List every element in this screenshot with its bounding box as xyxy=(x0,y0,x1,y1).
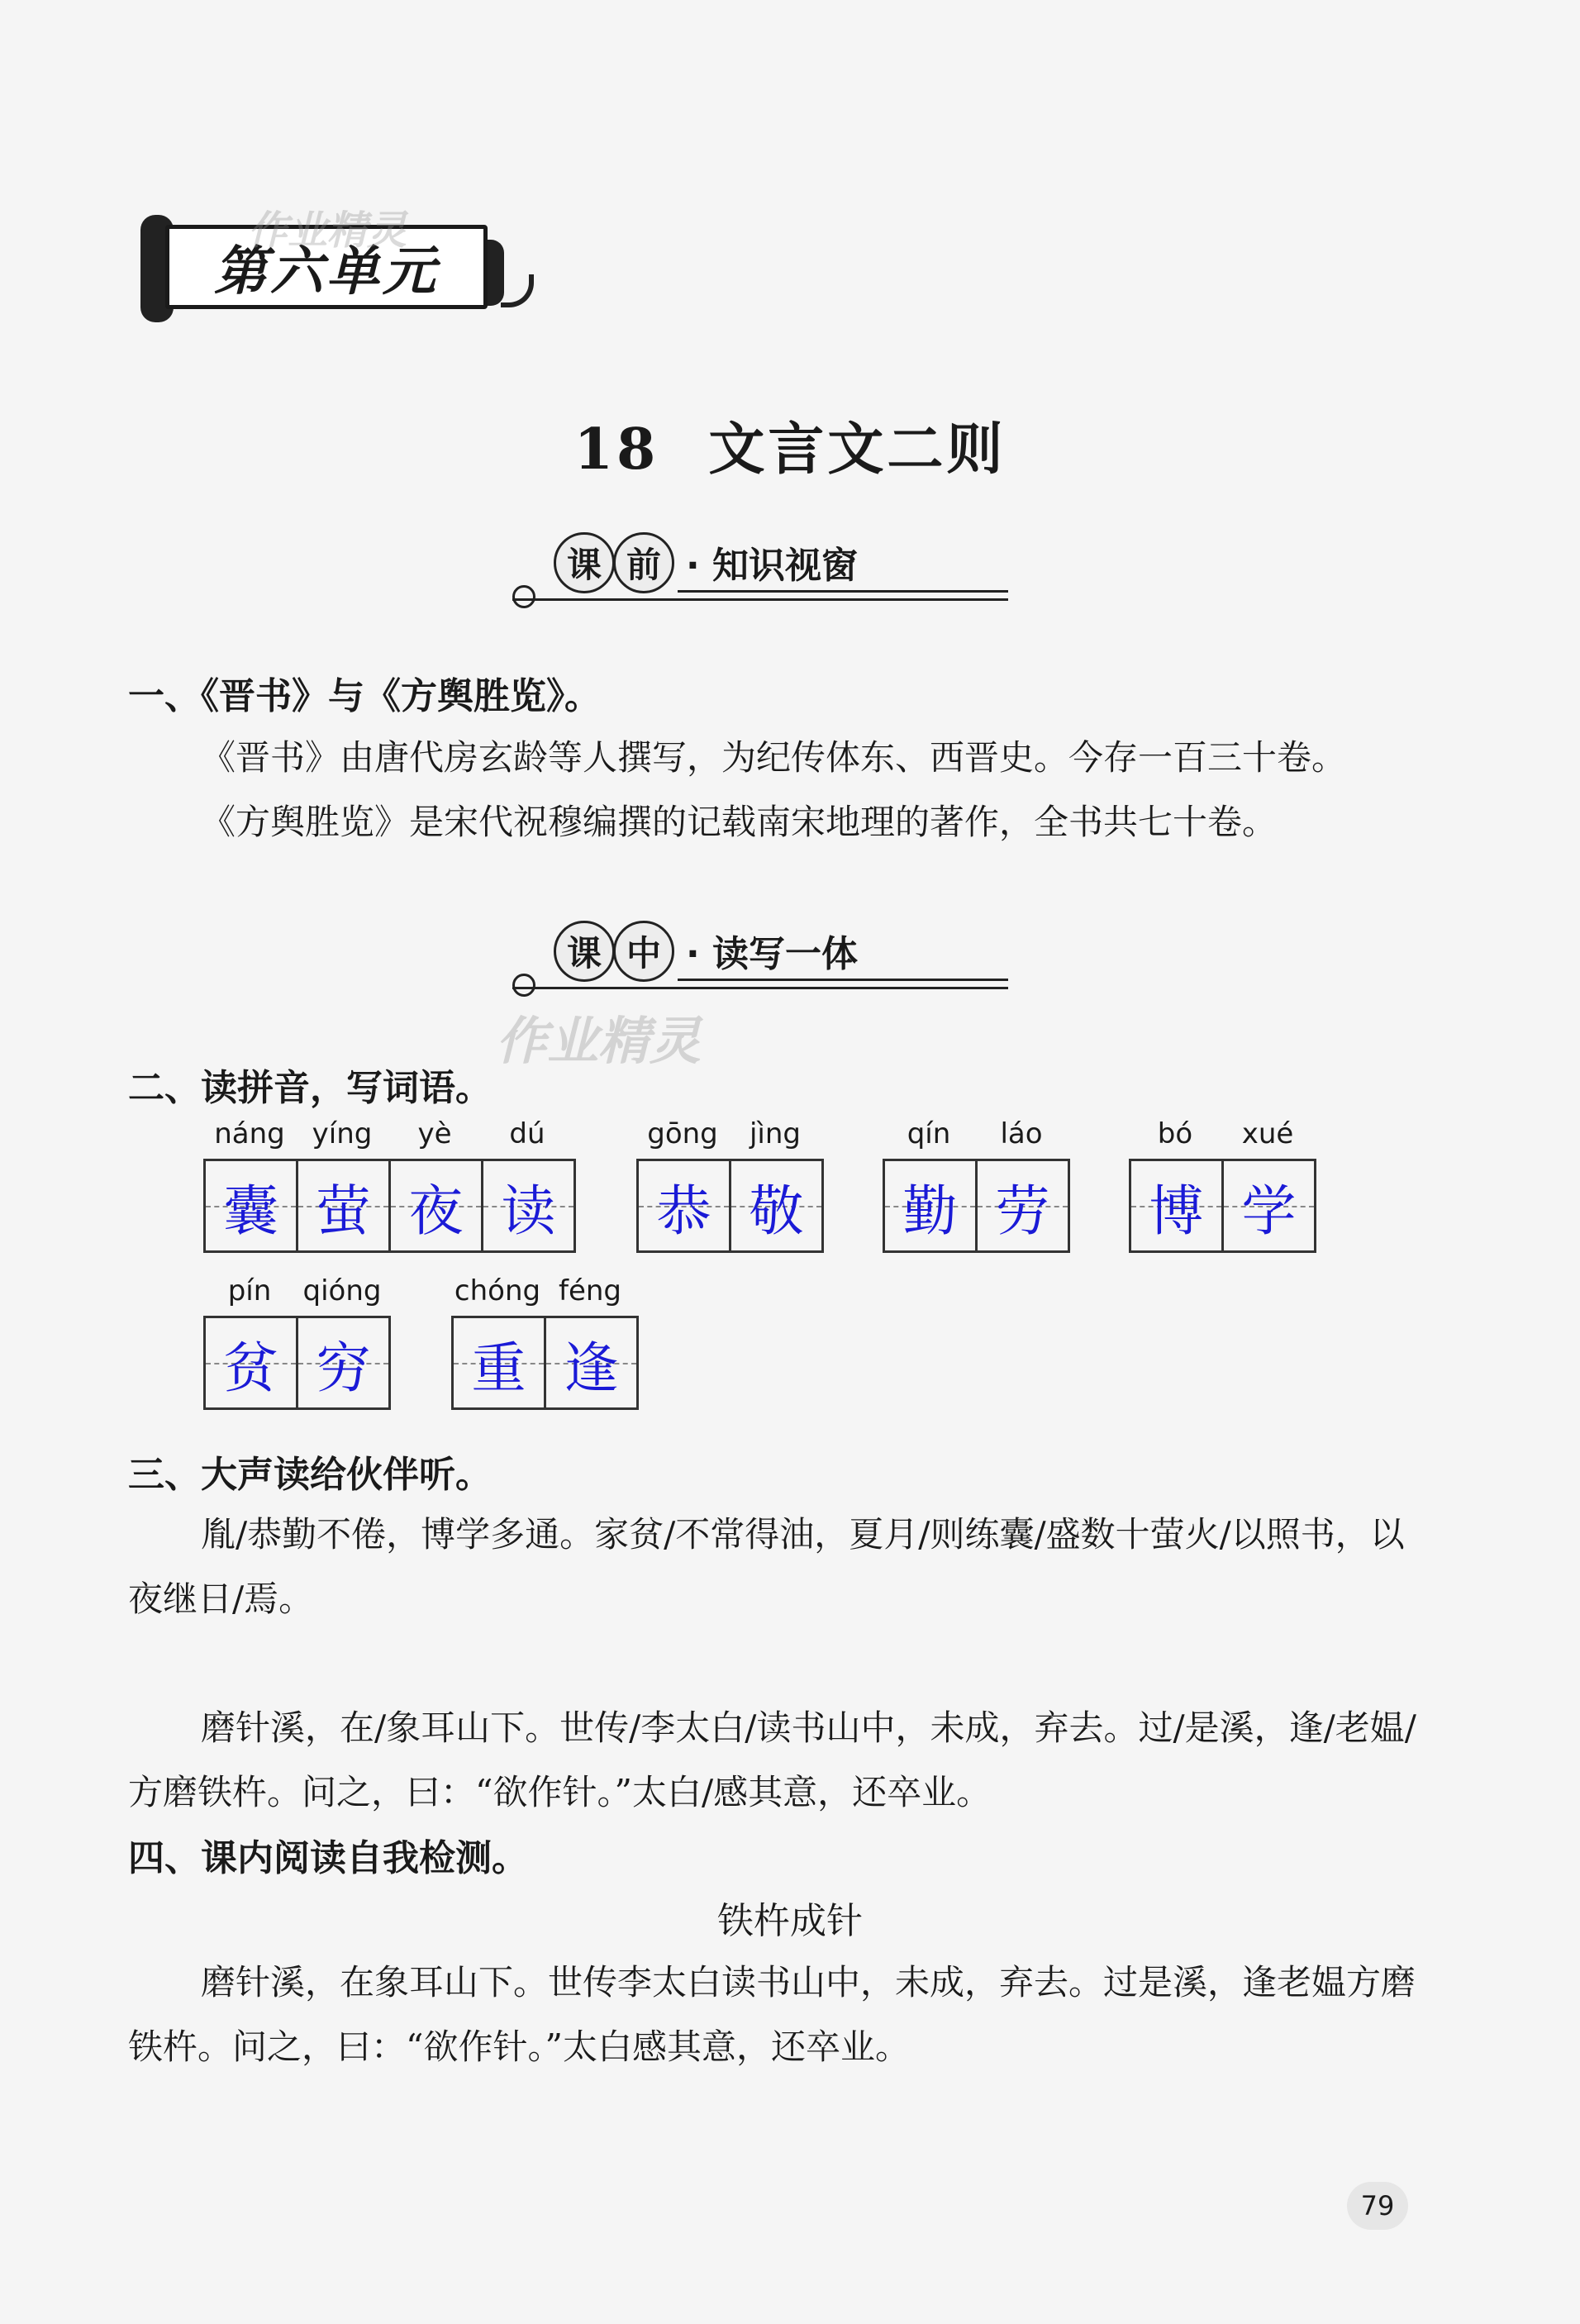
answer-char: 博 xyxy=(1149,1179,1204,1243)
word-group-6 xyxy=(451,1274,639,1410)
watermark-top: 作业精灵 xyxy=(248,207,407,254)
answer-char: 萤 xyxy=(316,1179,371,1243)
section-banner-mid xyxy=(512,917,1008,992)
q3-paragraph-2: 磨针溪，在/象耳山下。世传/李太白/读书山中，未成，弃去。过/是溪，逢/老媪/方磨铁杵。问之，曰：“欲作针。”太白/感其意，还卒业。 xyxy=(128,1707,1416,1812)
banner-line xyxy=(678,590,1008,593)
answer-box[interactable] xyxy=(731,1161,821,1250)
watermark-mid: 作业精灵 xyxy=(496,1011,702,1071)
banner-bubble: 课 xyxy=(554,921,615,982)
answer-char: 囊 xyxy=(223,1179,278,1243)
unit-banner-text: 第六单元 xyxy=(165,225,488,309)
pinyin: chóng xyxy=(454,1274,541,1307)
answer-char: 贫 xyxy=(223,1336,278,1400)
banner-curl xyxy=(512,585,535,608)
pinyin: xué xyxy=(1241,1117,1294,1150)
answer-char: 穷 xyxy=(316,1336,371,1400)
pinyin: yíng xyxy=(312,1117,373,1150)
pinyin: féng xyxy=(558,1274,622,1307)
pinyin: jìng xyxy=(749,1117,802,1150)
word-group-3 xyxy=(883,1117,1070,1253)
answer-box[interactable] xyxy=(206,1161,298,1250)
pinyin: qín xyxy=(907,1117,951,1150)
banner-line xyxy=(512,598,1008,601)
pinyin: qióng xyxy=(302,1274,382,1307)
answer-box[interactable] xyxy=(391,1161,483,1250)
pinyin: náng xyxy=(214,1117,285,1150)
answer-box[interactable] xyxy=(885,1161,978,1250)
scroll-tail xyxy=(501,274,534,307)
answer-char: 读 xyxy=(501,1179,556,1243)
q1-line-2: 《方舆胜览》是宋代祝穆编撰的记载南宋地理的著作，全书共七十卷。 xyxy=(201,802,1278,842)
lesson-number: 18 xyxy=(573,417,659,483)
q4-heading: 四、课内阅读自我检测。 xyxy=(128,1837,528,1879)
answer-box[interactable] xyxy=(639,1161,731,1250)
banner-line xyxy=(678,979,1008,981)
answer-char: 逢 xyxy=(564,1336,619,1400)
pinyin: gōng xyxy=(647,1117,718,1150)
answer-char: 重 xyxy=(471,1336,526,1400)
answer-box[interactable] xyxy=(298,1161,391,1250)
q3-heading: 三、大声读给伙伴听。 xyxy=(128,1454,492,1496)
pinyin: dú xyxy=(509,1117,545,1150)
banner-bubble: 课 xyxy=(554,532,615,593)
pinyin: pín xyxy=(227,1274,272,1307)
banner-curl xyxy=(512,974,535,997)
answer-box[interactable] xyxy=(978,1161,1068,1250)
answer-char: 学 xyxy=(1241,1179,1297,1243)
lesson-name: 文言文二则 xyxy=(708,417,1007,483)
answer-char: 勤 xyxy=(902,1179,958,1243)
banner-bubble: 中 xyxy=(613,921,674,982)
word-group-4 xyxy=(1129,1117,1316,1253)
pinyin: yè xyxy=(417,1117,452,1150)
pinyin: láo xyxy=(1000,1117,1043,1150)
word-group-5 xyxy=(203,1274,391,1410)
answer-box[interactable] xyxy=(454,1318,546,1407)
page-number: 79 xyxy=(1347,2182,1408,2230)
pinyin: bó xyxy=(1157,1117,1193,1150)
answer-char: 夜 xyxy=(408,1179,464,1243)
answer-box[interactable] xyxy=(298,1318,388,1407)
banner-bubble: 前 xyxy=(613,532,674,593)
answer-box[interactable] xyxy=(206,1318,298,1407)
answer-char: 劳 xyxy=(995,1179,1050,1243)
banner-title: · 知识视窗 xyxy=(686,545,859,587)
answer-char: 恭 xyxy=(656,1179,711,1243)
section-banner-pre xyxy=(512,529,1008,603)
q1-heading: 一、《晋书》与《方舆胜览》。 xyxy=(128,675,601,717)
banner-line xyxy=(512,987,1008,989)
answer-box[interactable] xyxy=(1224,1161,1314,1250)
q2-heading: 二、读拼音，写词语。 xyxy=(128,1067,492,1109)
reading-text: 磨针溪，在象耳山下。世传李太白读书山中，未成，弃去。过是溪，逢老媪方磨铁杵。问之，曰：“欲作针。”太白感其意，还卒业。 xyxy=(128,1962,1416,2067)
answer-box[interactable] xyxy=(483,1161,573,1250)
reading-title: 铁杵成针 xyxy=(717,1900,863,1942)
banner-title: · 读写一体 xyxy=(686,933,859,975)
answer-box[interactable] xyxy=(1131,1161,1224,1250)
q3-paragraph-1: 胤/恭勤不倦，博学多通。家贫/不常得油，夏月/则练囊/盛数十萤火/以照书，以夜继日/焉。 xyxy=(128,1514,1405,1619)
q1-line-1: 《晋书》由唐代房玄龄等人撰写，为纪传体东、西晋史。今存一百三十卷。 xyxy=(201,737,1347,778)
word-group-1 xyxy=(203,1117,576,1253)
word-group-2 xyxy=(636,1117,824,1253)
answer-box[interactable] xyxy=(546,1318,636,1407)
lesson-title xyxy=(0,405,1580,485)
answer-char: 敬 xyxy=(749,1179,804,1243)
